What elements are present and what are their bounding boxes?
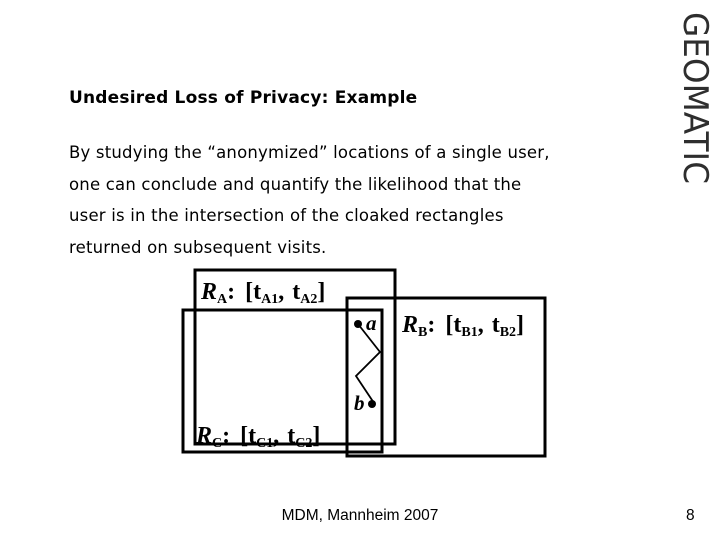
body-line: user is in the intersection of the cloaked rectangles xyxy=(69,206,504,225)
slide-title: Undesired Loss of Privacy: Example xyxy=(69,88,418,108)
slide-body xyxy=(69,137,649,263)
page-number: 8 xyxy=(686,507,695,524)
body-line: one can conclude and quantify the likelihood that the xyxy=(69,174,522,194)
geomatic-logo xyxy=(675,10,715,192)
body-line: returned on subsequent visits. xyxy=(69,237,327,257)
point-b-label: b xyxy=(354,391,365,415)
point-a-dot xyxy=(354,320,362,328)
slide-footer: MDM, Mannheim 2007 xyxy=(281,507,439,524)
label-rect-c: RC: [tC1, tC2] xyxy=(196,423,321,451)
body-line: By studying the “anonymized” locations of a single user, xyxy=(69,143,550,162)
label-rect-b: RB: [tB1, tB2] xyxy=(402,312,525,340)
logo-text: GEOMATIC xyxy=(675,12,715,192)
point-a-label: a xyxy=(366,311,377,335)
point-b-dot xyxy=(368,400,376,408)
cloaked-rectangles-diagram xyxy=(180,268,550,458)
label-rect-a: RA: [tA1, tA2] xyxy=(201,279,326,307)
